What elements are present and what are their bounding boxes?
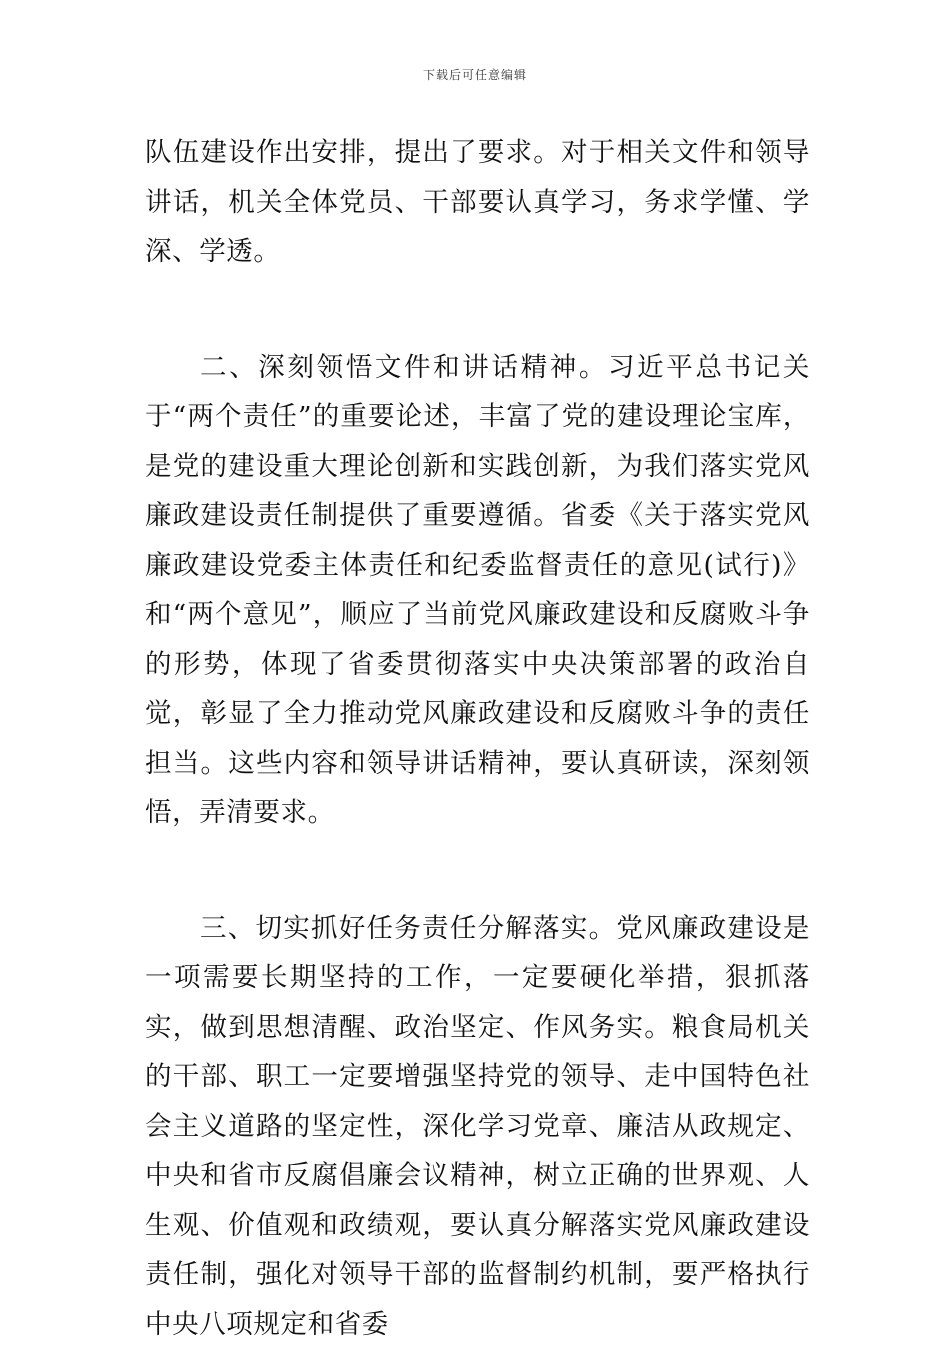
header-editable-note: 下载后可任意编辑 [0, 66, 950, 83]
paragraph-section-three: 三、切实抓好任务责任分解落实。党风廉政建设是一项需要长期坚持的工作，一定要硬化举措，狠抓落实，做到思想清醒、政治坚定、作风务实。粮食局机关的干部、职工一定要增强坚持党的领导、走中国特色社会主义道路的坚定性，深化学习党章、廉洁从政规定、中央和省市反腐倡廉会议精神，树立正确的世界观、人生观、价值观和政绩观，要认真分解落实党风廉政建设责任制，强化对领导干部的监督制约机制，要严格执行中央八项规定和省委 [145, 904, 810, 1349]
paragraph-section-two: 二、深刻领悟文件和讲话精神。习近平总书记关于“两个责任”的重要论述，丰富了党的建设理论宝库，是党的建设重大理论创新和实践创新，为我们落实党风廉政建设责任制提供了重要遵循。省委《关于落实党风廉政建设党委主体责任和纪委监督责任的意见(试行)》和“两个意见”，顺应了当前党风廉政建设和反腐败斗争的形势，体现了省委贯彻落实中央决策部署的政治自觉，彰显了全力推动党风廉政建设和反腐败斗争的责任担当。这些内容和领导讲话精神，要认真研读，深刻领悟，弄清要求。 [145, 343, 810, 838]
paragraph-continuation: 队伍建设作出安排，提出了要求。对于相关文件和领导讲话，机关全体党员、干部要认真学习，务求学懂、学深、学透。 [145, 128, 810, 277]
document-body [145, 128, 810, 1349]
